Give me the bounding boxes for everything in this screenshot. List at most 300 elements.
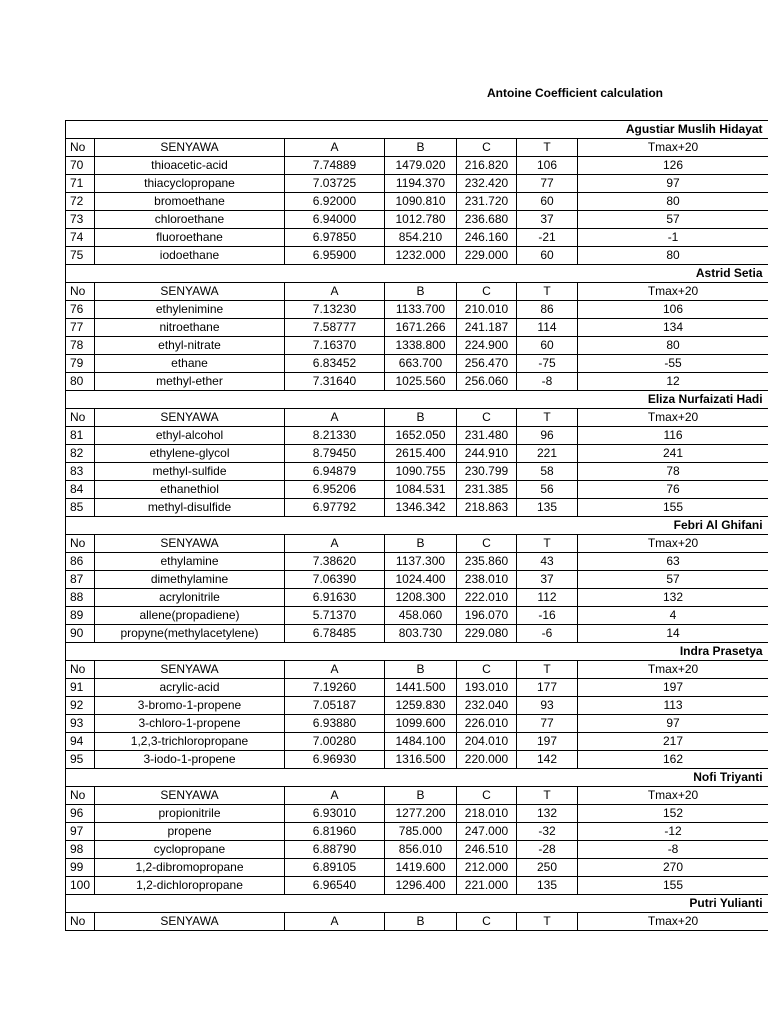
cell-no: 76 [66,301,95,319]
table-row [66,625,768,643]
cell-t: -8 [517,373,578,391]
cell-senyawa: methyl-sulfide [95,463,285,481]
cell-t: 58 [517,463,578,481]
cell-senyawa: ethane [95,355,285,373]
group-author-name: Febri Al Ghifani [66,517,768,535]
cell-tmax: -8 [578,841,768,859]
table-row [66,589,768,607]
column-header-t: T [517,283,578,301]
cell-b: 1194.370 [385,175,457,193]
cell-senyawa: propyne(methylacetylene) [95,625,285,643]
cell-no: 91 [66,679,95,697]
cell-tmax: 155 [578,499,768,517]
cell-tmax: 197 [578,679,768,697]
cell-senyawa: 3-chloro-1-propene [95,715,285,733]
column-header-c: C [457,283,517,301]
cell-a: 7.74889 [285,157,385,175]
cell-t: 86 [517,301,578,319]
cell-senyawa: allene(propadiene) [95,607,285,625]
cell-a: 6.81960 [285,823,385,841]
cell-senyawa: iodoethane [95,247,285,265]
table-row [66,499,768,517]
column-header-row [66,409,768,427]
cell-a: 7.16370 [285,337,385,355]
cell-c: 246.510 [457,841,517,859]
cell-no: 98 [66,841,95,859]
cell-no: 78 [66,337,95,355]
cell-c: 229.080 [457,625,517,643]
column-header-a: A [285,283,385,301]
table-row [66,715,768,733]
column-header-no: No [66,913,95,931]
column-header-row [66,787,768,805]
cell-no: 88 [66,589,95,607]
column-header-tmax: Tmax+20 [578,661,768,679]
cell-c: 236.680 [457,211,517,229]
cell-a: 8.79450 [285,445,385,463]
column-header-senyawa: SENYAWA [95,661,285,679]
column-header-a: A [285,661,385,679]
table-row [66,823,768,841]
cell-senyawa: chloroethane [95,211,285,229]
cell-tmax: 162 [578,751,768,769]
column-header-t: T [517,409,578,427]
table-row [66,157,768,175]
table-row [66,427,768,445]
table-row [66,355,768,373]
cell-b: 1419.600 [385,859,457,877]
group-author-name: Astrid Setia [66,265,768,283]
cell-b: 803.730 [385,625,457,643]
cell-b: 2615.400 [385,445,457,463]
column-header-b: B [385,535,457,553]
cell-t: 37 [517,211,578,229]
cell-no: 94 [66,733,95,751]
cell-b: 1277.200 [385,805,457,823]
cell-no: 93 [66,715,95,733]
cell-senyawa: methyl-ether [95,373,285,391]
table-row [66,229,768,247]
cell-no: 89 [66,607,95,625]
cell-senyawa: propionitrile [95,805,285,823]
cell-t: 112 [517,589,578,607]
column-header-c: C [457,787,517,805]
column-header-b: B [385,139,457,157]
cell-tmax: 4 [578,607,768,625]
cell-b: 1084.531 [385,481,457,499]
column-header-a: A [285,409,385,427]
cell-tmax: 134 [578,319,768,337]
cell-tmax: -1 [578,229,768,247]
column-header-a: A [285,787,385,805]
cell-tmax: 78 [578,463,768,481]
cell-a: 7.31640 [285,373,385,391]
column-header-a: A [285,535,385,553]
table-row [66,319,768,337]
cell-senyawa: ethylene-glycol [95,445,285,463]
column-header-row [66,661,768,679]
table-row [66,175,768,193]
cell-no: 100 [66,877,95,895]
cell-no: 72 [66,193,95,211]
cell-no: 75 [66,247,95,265]
cell-t: 60 [517,247,578,265]
cell-tmax: 132 [578,589,768,607]
cell-no: 82 [66,445,95,463]
group-author-row [66,895,768,913]
cell-no: 70 [66,157,95,175]
cell-t: 197 [517,733,578,751]
cell-senyawa: ethylenimine [95,301,285,319]
cell-t: 77 [517,175,578,193]
cell-b: 1208.300 [385,589,457,607]
column-header-senyawa: SENYAWA [95,139,285,157]
column-header-no: No [66,283,95,301]
cell-tmax: 80 [578,193,768,211]
cell-tmax: 14 [578,625,768,643]
cell-b: 1133.700 [385,301,457,319]
group-author-name: Putri Yulianti [66,895,768,913]
cell-t: 132 [517,805,578,823]
cell-no: 90 [66,625,95,643]
cell-tmax: -12 [578,823,768,841]
cell-tmax: 97 [578,715,768,733]
cell-c: 241.187 [457,319,517,337]
cell-b: 1479.020 [385,157,457,175]
cell-c: 231.720 [457,193,517,211]
cell-c: 230.799 [457,463,517,481]
cell-tmax: 106 [578,301,768,319]
cell-b: 1296.400 [385,877,457,895]
cell-tmax: 217 [578,733,768,751]
cell-tmax: 116 [578,427,768,445]
column-header-tmax: Tmax+20 [578,913,768,931]
column-header-a: A [285,139,385,157]
cell-b: 1671.266 [385,319,457,337]
cell-tmax: 152 [578,805,768,823]
cell-no: 86 [66,553,95,571]
cell-t: 96 [517,427,578,445]
cell-no: 99 [66,859,95,877]
cell-senyawa: ethyl-nitrate [95,337,285,355]
cell-c: 246.160 [457,229,517,247]
cell-c: 256.470 [457,355,517,373]
group-author-name: Nofi Triyanti [66,769,768,787]
column-header-c: C [457,535,517,553]
cell-t: 221 [517,445,578,463]
cell-a: 6.91630 [285,589,385,607]
column-header-row [66,913,768,931]
cell-tmax: 80 [578,247,768,265]
cell-no: 95 [66,751,95,769]
cell-a: 6.78485 [285,625,385,643]
cell-a: 8.21330 [285,427,385,445]
table-row [66,751,768,769]
cell-senyawa: acrylic-acid [95,679,285,697]
table-row [66,301,768,319]
cell-senyawa: 3-bromo-1-propene [95,697,285,715]
cell-b: 1137.300 [385,553,457,571]
column-header-b: B [385,787,457,805]
cell-b: 663.700 [385,355,457,373]
cell-b: 1099.600 [385,715,457,733]
cell-no: 84 [66,481,95,499]
cell-a: 6.95206 [285,481,385,499]
cell-c: 256.060 [457,373,517,391]
table-row [66,571,768,589]
cell-c: 224.900 [457,337,517,355]
column-header-no: No [66,139,95,157]
cell-b: 856.010 [385,841,457,859]
cell-b: 1316.500 [385,751,457,769]
cell-no: 92 [66,697,95,715]
cell-a: 6.96930 [285,751,385,769]
cell-tmax: 63 [578,553,768,571]
column-header-c: C [457,139,517,157]
cell-a: 6.83452 [285,355,385,373]
cell-tmax: 126 [578,157,768,175]
cell-b: 1652.050 [385,427,457,445]
cell-senyawa: 3-iodo-1-propene [95,751,285,769]
cell-a: 7.06390 [285,571,385,589]
table-row [66,211,768,229]
column-header-t: T [517,535,578,553]
cell-senyawa: fluoroethane [95,229,285,247]
cell-a: 6.97792 [285,499,385,517]
cell-no: 80 [66,373,95,391]
cell-senyawa: ethylamine [95,553,285,571]
cell-c: 221.000 [457,877,517,895]
column-header-row [66,139,768,157]
column-header-row [66,283,768,301]
table-row [66,697,768,715]
table-row [66,607,768,625]
cell-tmax: 80 [578,337,768,355]
cell-senyawa: ethyl-alcohol [95,427,285,445]
column-header-tmax: Tmax+20 [578,139,768,157]
cell-senyawa: thioacetic-acid [95,157,285,175]
cell-b: 1346.342 [385,499,457,517]
cell-t: -16 [517,607,578,625]
column-header-senyawa: SENYAWA [95,535,285,553]
cell-c: 244.910 [457,445,517,463]
cell-t: 60 [517,193,578,211]
cell-tmax: 57 [578,211,768,229]
cell-t: -21 [517,229,578,247]
cell-tmax: -55 [578,355,768,373]
column-header-c: C [457,409,517,427]
cell-t: 114 [517,319,578,337]
cell-tmax: 270 [578,859,768,877]
column-header-no: No [66,661,95,679]
document-title: Antoine Coefficient calculation [487,86,664,100]
cell-c: 232.040 [457,697,517,715]
cell-c: 218.863 [457,499,517,517]
cell-no: 83 [66,463,95,481]
cell-t: -75 [517,355,578,373]
cell-no: 79 [66,355,95,373]
table-row [66,679,768,697]
cell-t: 177 [517,679,578,697]
cell-c: 210.010 [457,301,517,319]
table-body [66,121,768,931]
column-header-t: T [517,787,578,805]
cell-b: 1024.400 [385,571,457,589]
column-header-tmax: Tmax+20 [578,787,768,805]
cell-a: 5.71370 [285,607,385,625]
cell-t: 142 [517,751,578,769]
cell-senyawa: thiacyclopropane [95,175,285,193]
cell-t: 56 [517,481,578,499]
cell-b: 1012.780 [385,211,457,229]
cell-t: -6 [517,625,578,643]
table-row [66,553,768,571]
cell-c: 220.000 [457,751,517,769]
cell-senyawa: acrylonitrile [95,589,285,607]
cell-c: 226.010 [457,715,517,733]
cell-t: 93 [517,697,578,715]
column-header-tmax: Tmax+20 [578,535,768,553]
group-author-row [66,643,768,661]
cell-senyawa: dimethylamine [95,571,285,589]
group-author-name: Indra Prasetya [66,643,768,661]
table-row [66,445,768,463]
cell-t: 37 [517,571,578,589]
cell-a: 6.93010 [285,805,385,823]
cell-c: 218.010 [457,805,517,823]
column-header-no: No [66,535,95,553]
column-header-b: B [385,661,457,679]
cell-c: 238.010 [457,571,517,589]
cell-t: 106 [517,157,578,175]
cell-b: 1259.830 [385,697,457,715]
cell-b: 1484.100 [385,733,457,751]
column-header-b: B [385,283,457,301]
cell-c: 232.420 [457,175,517,193]
cell-senyawa: ethanethiol [95,481,285,499]
cell-c: 231.385 [457,481,517,499]
cell-a: 6.94000 [285,211,385,229]
cell-senyawa: 1,2,3-trichloropropane [95,733,285,751]
cell-tmax: 57 [578,571,768,589]
cell-senyawa: 1,2-dibromopropane [95,859,285,877]
column-header-t: T [517,661,578,679]
column-header-a: A [285,913,385,931]
cell-a: 7.03725 [285,175,385,193]
group-author-row [66,517,768,535]
table-row [66,733,768,751]
cell-tmax: 241 [578,445,768,463]
cell-senyawa: propene [95,823,285,841]
cell-b: 1232.000 [385,247,457,265]
cell-b: 458.060 [385,607,457,625]
group-author-name: Eliza Nurfaizati Hadi [66,391,768,409]
cell-a: 6.92000 [285,193,385,211]
cell-senyawa: 1,2-dichloropropane [95,877,285,895]
table-row [66,805,768,823]
table-row [66,373,768,391]
table-row [66,859,768,877]
column-header-senyawa: SENYAWA [95,409,285,427]
table-row [66,841,768,859]
cell-c: 204.010 [457,733,517,751]
cell-a: 6.97850 [285,229,385,247]
table-row [66,337,768,355]
column-header-b: B [385,913,457,931]
cell-a: 7.58777 [285,319,385,337]
cell-tmax: 12 [578,373,768,391]
column-header-no: No [66,409,95,427]
cell-c: 222.010 [457,589,517,607]
cell-t: 250 [517,859,578,877]
cell-c: 196.070 [457,607,517,625]
column-header-tmax: Tmax+20 [578,283,768,301]
cell-b: 1025.560 [385,373,457,391]
column-header-senyawa: SENYAWA [95,787,285,805]
cell-no: 71 [66,175,95,193]
cell-senyawa: cyclopropane [95,841,285,859]
cell-no: 73 [66,211,95,229]
cell-no: 97 [66,823,95,841]
column-header-no: No [66,787,95,805]
cell-t: 43 [517,553,578,571]
column-header-tmax: Tmax+20 [578,409,768,427]
column-header-b: B [385,409,457,427]
cell-a: 7.38620 [285,553,385,571]
column-header-t: T [517,139,578,157]
cell-tmax: 155 [578,877,768,895]
cell-t: 60 [517,337,578,355]
cell-t: 135 [517,877,578,895]
cell-c: 247.000 [457,823,517,841]
group-author-row [66,391,768,409]
cell-c: 229.000 [457,247,517,265]
cell-senyawa: nitroethane [95,319,285,337]
table-row [66,247,768,265]
cell-a: 6.95900 [285,247,385,265]
antoine-table [65,120,768,931]
cell-a: 7.13230 [285,301,385,319]
cell-a: 7.05187 [285,697,385,715]
group-author-row [66,265,768,283]
table-row [66,481,768,499]
cell-t: 77 [517,715,578,733]
cell-a: 6.93880 [285,715,385,733]
cell-senyawa: bromoethane [95,193,285,211]
table-row [66,463,768,481]
cell-a: 6.89105 [285,859,385,877]
cell-a: 6.96540 [285,877,385,895]
table-row [66,877,768,895]
cell-senyawa: methyl-disulfide [95,499,285,517]
cell-b: 785.000 [385,823,457,841]
cell-c: 235.860 [457,553,517,571]
cell-c: 231.480 [457,427,517,445]
column-header-t: T [517,913,578,931]
antoine-table-container [65,120,768,931]
cell-no: 85 [66,499,95,517]
cell-a: 7.00280 [285,733,385,751]
cell-no: 96 [66,805,95,823]
cell-t: -28 [517,841,578,859]
column-header-c: C [457,661,517,679]
cell-b: 1090.755 [385,463,457,481]
cell-no: 74 [66,229,95,247]
cell-t: -32 [517,823,578,841]
column-header-senyawa: SENYAWA [95,283,285,301]
cell-a: 7.19260 [285,679,385,697]
cell-b: 1090.810 [385,193,457,211]
